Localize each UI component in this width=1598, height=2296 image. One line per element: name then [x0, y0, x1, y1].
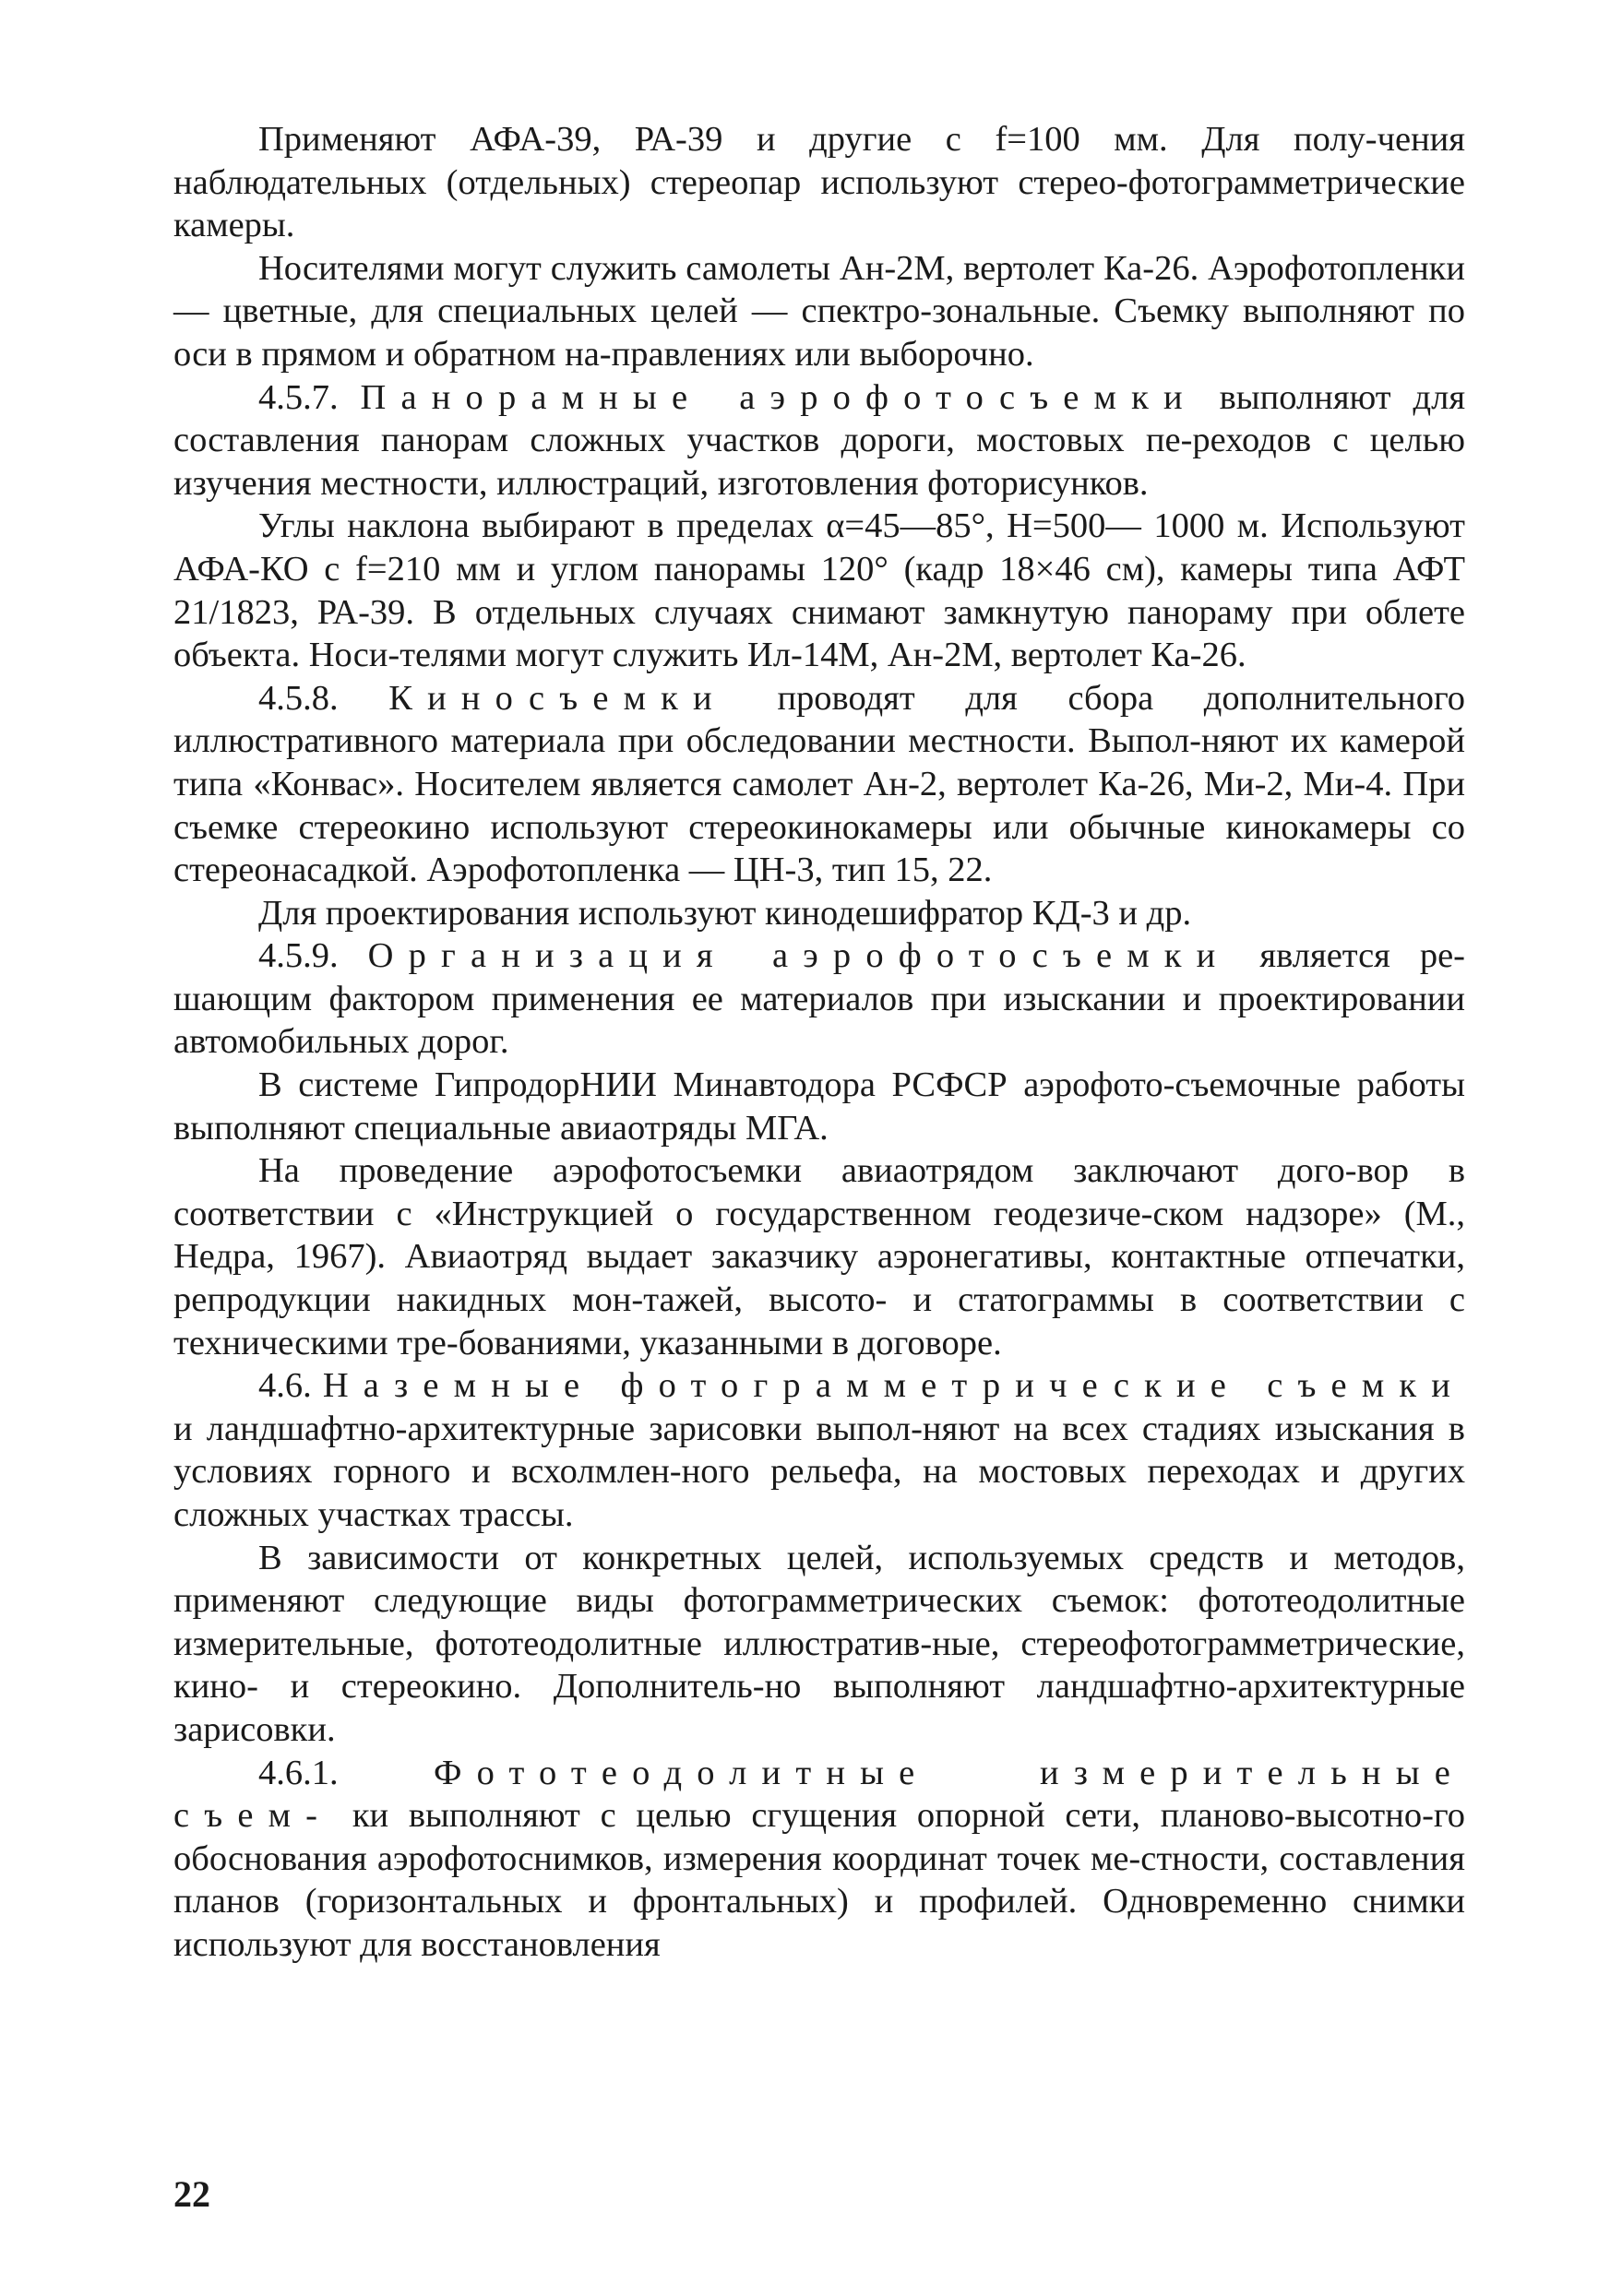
- text-line: чения наблюдательных (отдельных) стереопар используют стерео-: [173, 120, 1465, 202]
- text-line: вертолет Ка-26, Ми-2, Ми-4. При съемке стереокино используют: [173, 764, 1465, 847]
- section-heading: Наземные фотограмметрические съемки: [322, 1366, 1465, 1406]
- text-line: фотограмметрические камеры.: [173, 162, 1465, 245]
- section-number: 4.5.9.: [258, 936, 368, 976]
- section-heading: Киносъемки: [388, 678, 727, 718]
- text-line: проектировании автомобильных дорог.: [173, 979, 1466, 1062]
- text-line: бованиями, указанными в договоре.: [458, 1323, 1002, 1362]
- text-line: 1000 м. Используют АФА-КО с f=210 мм и углом панорамы 120°: [173, 506, 1465, 589]
- text-line: ного рельефа, на мостовых переходах и других сложных участках: [173, 1452, 1465, 1534]
- paragraph: [173, 118, 1465, 247]
- paragraph: [173, 1537, 1465, 1752]
- text-line: На проведение аэрофотосъемки авиаотрядом заключают дого-: [258, 1151, 1357, 1191]
- paragraph: [173, 1364, 1465, 1536]
- text-line: В системе ГипродорНИИ Минавтодора РСФСР аэрофото-: [258, 1065, 1175, 1105]
- text-line: В зависимости от конкретных целей, используемых средств и: [258, 1538, 1309, 1577]
- text-line: няют их камерой типа «Конвас». Носителем является самолет Ан-2,: [173, 721, 1465, 803]
- paragraph: [173, 1064, 1465, 1149]
- text-line: ки выполняют с целью сгущения опорной сети, планово-высотно-: [352, 1796, 1434, 1836]
- text-line: проводят для сбора дополнительного: [777, 678, 1466, 718]
- text-line: стереокинокамеры или обычные кинокамеры со стереонасадкой.: [173, 807, 1466, 890]
- text-line: выполняют: [1219, 377, 1391, 417]
- page-number: 22: [173, 2173, 210, 2215]
- section-heading: Фототеодолитные измерительные съем-: [173, 1753, 1465, 1836]
- text-line: методов, применяют следующие виды фотограмметрических съемок:: [173, 1538, 1465, 1621]
- text-line: го обоснования аэрофотоснимков, измерения координат точек ме-: [173, 1796, 1465, 1878]
- text-line: профилей. Одновременно снимки используют для восстановления: [173, 1882, 1466, 1964]
- text-line: является ре-: [1259, 936, 1465, 976]
- text-line: для составления панорам сложных участков дороги, мостовых пе-: [173, 377, 1466, 460]
- paragraph: [173, 1149, 1465, 1364]
- text-line: аэронегативы, контактные отпечатки, репродукции накидных мон-: [173, 1237, 1466, 1320]
- text-line: стности, составления планов (горизонтальных и фронтальных) и: [173, 1838, 1465, 1921]
- text-line: фоторисунков.: [927, 463, 1149, 503]
- text-line: Применяют АФА-39, РА-39 и другие с f=100 мм. Для полу-: [258, 120, 1377, 159]
- section-number: 4.6.: [258, 1366, 323, 1406]
- text-line: зональные. Съемку выполняют по оси в прямом и обратном на-: [173, 291, 1465, 374]
- text-line: Для проектирования используют кинодешифратор КД-3 и др.: [258, 893, 1192, 933]
- text-line: фототеодолитные измерительные, фототеодолитные иллюстратив-: [173, 1581, 1465, 1663]
- text-line: трассы.: [459, 1495, 574, 1534]
- paragraph: [173, 1752, 1465, 1967]
- text-line: шающим фактором применения ее материалов при изыскании и: [173, 979, 1202, 1018]
- text-line: вор в соответствии с «Инструкцией о государственном геодезиче-: [173, 1151, 1466, 1233]
- text-line: тажей, высото- и статограммы в соответствии с техническими тре-: [173, 1280, 1465, 1362]
- paragraph: [173, 505, 1465, 676]
- paragraph: [173, 376, 1465, 506]
- section-number: 4.6.1.: [258, 1753, 435, 1792]
- section-number: 4.5.8.: [258, 678, 389, 718]
- paragraph: [173, 934, 1465, 1064]
- section-number: 4.5.7.: [258, 377, 361, 417]
- text-line: съемочные работы выполняют специальные авиаотряды МГА.: [173, 1065, 1465, 1148]
- text-line: и ландшафтно-архитектурные зарисовки выпол-: [173, 1409, 923, 1448]
- paragraph: [173, 247, 1465, 376]
- text-line: случаях снимают замкнутую панораму при облете объекта. Носи-: [173, 592, 1466, 675]
- paragraph: [173, 892, 1465, 935]
- text-line: Аэрофотопленки — цветные, для специальных целей — спектро-: [173, 248, 1465, 331]
- text-line: (кадр 18×46 см), камеры типа АФТ 21/1823, РА-39. В отдельных: [173, 549, 1465, 632]
- paragraph: [173, 677, 1465, 892]
- text-line: ском надзоре» (М., Недра, 1967). Авиаотряд выдает заказчику: [173, 1194, 1466, 1277]
- text-line: реходов с целью изучения местности, иллюстраций, изготовления: [173, 421, 1465, 503]
- section-heading: Организация аэрофотосъемки: [367, 936, 1231, 976]
- text-line: няют на всех стадиях изыскания в условиях горного и всхолмлен-: [173, 1409, 1465, 1492]
- text-line: Аэрофотопленка — ЦН-3, тип 15, 22.: [426, 851, 993, 890]
- text-line: ные, стереофотограмметрические, кино- и стереокино. Дополнитель-: [173, 1624, 1466, 1707]
- section-heading: Панорамные аэрофотосъемки: [360, 377, 1198, 417]
- text-line: телями могут служить Ил-14М, Ан-2М, вертолет Ка-26.: [400, 636, 1246, 675]
- text-line: Носителями могут служить самолеты Ан-2М, вертолет Ка-26.: [258, 248, 1199, 288]
- text-line: иллюстративного материала при обследовании местности. Выпол-: [173, 721, 1201, 761]
- text-line: но выполняют ландшафтно-архитектурные зарисовки.: [173, 1667, 1465, 1749]
- text-line: Углы наклона выбирают в пределах α=45—85°, H=500—: [258, 506, 1141, 546]
- body-text: [173, 118, 1465, 1967]
- text-line: правлениях или выборочно.: [611, 334, 1034, 374]
